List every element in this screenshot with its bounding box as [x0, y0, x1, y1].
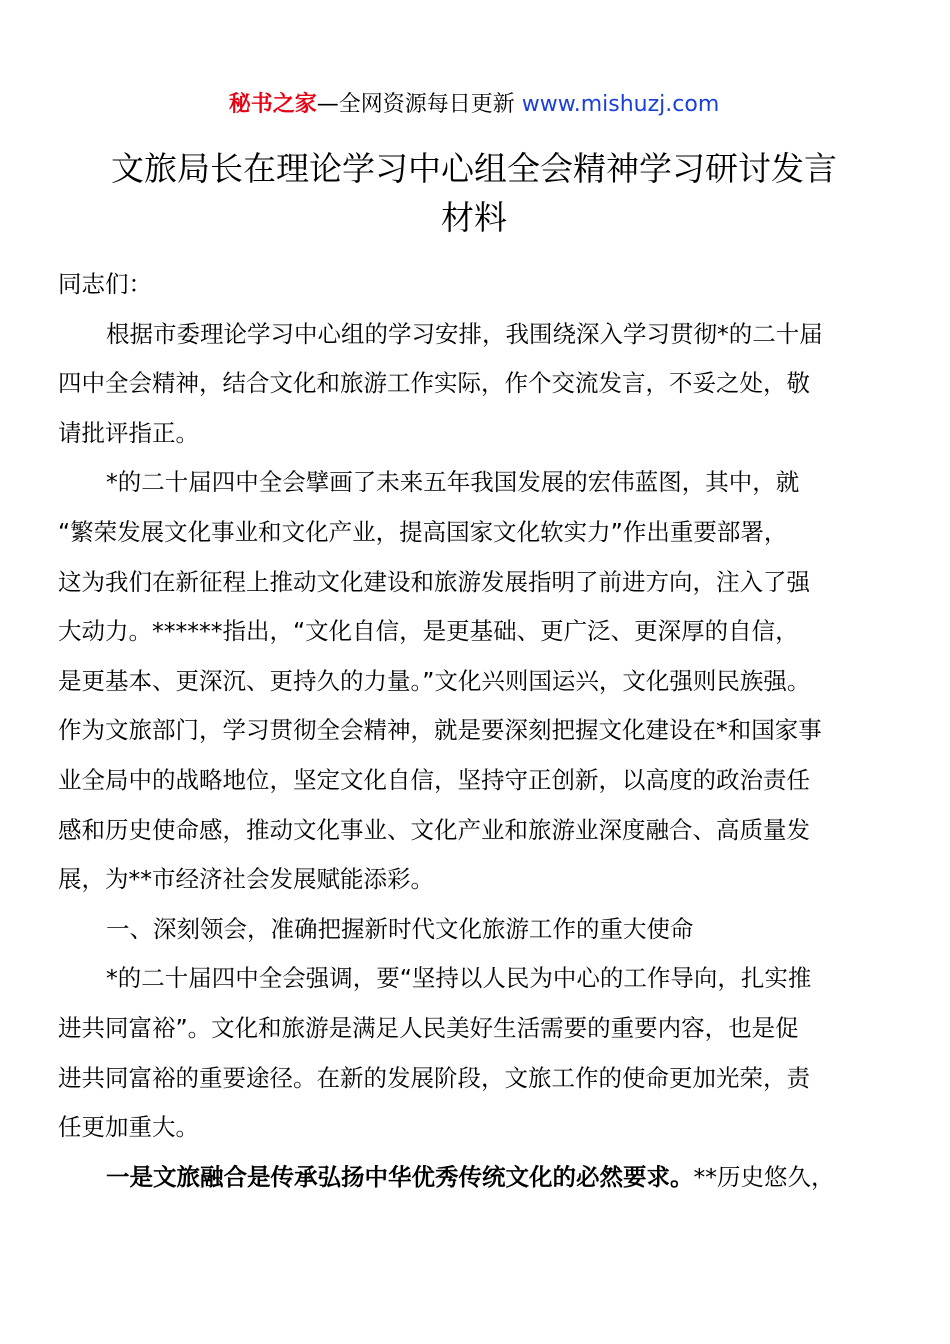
- paragraph-point-1: [58, 1153, 890, 1203]
- point-heading: 一是文旅融合是传承弘扬中华优秀传统文化的必然要求。: [106, 1162, 694, 1191]
- text-line: 任更加重大。: [58, 1113, 199, 1142]
- text-line: 展，为**市经济社会发展赋能添彩。: [58, 865, 434, 894]
- section-heading-1: [58, 905, 890, 955]
- title-line-1: 文旅局长在理论学习中心组全会精神学习研讨发言: [111, 149, 837, 188]
- site-header: [58, 88, 890, 122]
- greeting: 同志们：: [58, 270, 152, 298]
- site-url-link[interactable]: www.mishuzj.com: [521, 92, 720, 117]
- text-line: 根据市委理论学习中心组的学习安排，我围绕深入学习贯彻*的二十届: [106, 319, 823, 348]
- text-line: 作为文旅部门，学习贯彻全会精神，就是要深刻把握文化建设在*和国家事: [58, 716, 822, 745]
- document-title: [58, 144, 890, 242]
- text-line: 四中全会精神，结合文化和旅游工作实际，作个交流发言，不妥之处，敬: [58, 369, 810, 398]
- text-line: 这为我们在新征程上推动文化建设和旅游发展指明了前进方向，注入了强: [58, 567, 810, 596]
- text-line: 请批评指正。: [58, 418, 199, 447]
- paragraph-intro: [58, 310, 890, 459]
- text-line: 大动力。******指出，“文化自信，是更基础、更广泛、更深厚的自信，: [58, 617, 799, 646]
- point-text: **历史悠久，: [693, 1162, 835, 1191]
- text-line: “繁荣发展文化事业和文化产业，提高国家文化软实力”作出重要部署，: [58, 517, 788, 546]
- text-line: *的二十届四中全会强调，要“坚持以人民为中心的工作导向，扎实推: [106, 964, 812, 993]
- title-line-2: 材料: [441, 198, 507, 237]
- text-line: 感和历史使命感，推动文化事业、文化产业和旅游业深度融合、高质量发: [58, 815, 810, 844]
- text-line: 进共同富裕”。文化和旅游是满足人民美好生活需要的重要内容，也是促: [58, 1013, 799, 1042]
- header-tagline: —全网资源每日更新: [316, 92, 522, 117]
- paragraph-section-1: [58, 954, 890, 1152]
- heading-text: 一、深刻领会，准确把握新时代文化旅游工作的重大使命: [106, 914, 694, 943]
- text-line: 是更基本、更深沉、更持久的力量。”文化兴则国运兴，文化强则民族强。: [58, 666, 811, 695]
- text-line: *的二十届四中全会擘画了未来五年我国发展的宏伟蓝图，其中，就: [106, 468, 800, 497]
- brand-name: 秘书之家: [228, 92, 317, 117]
- text-line: 进共同富裕的重要途径。在新的发展阶段，文旅工作的使命更加光荣，责: [58, 1063, 810, 1092]
- text-line: 业全局中的战略地位，坚定文化自信，坚持守正创新，以高度的政治责任: [58, 765, 810, 794]
- document-body: [58, 260, 890, 1202]
- text-line: [58, 1153, 890, 1203]
- paragraph-overview: [58, 458, 890, 904]
